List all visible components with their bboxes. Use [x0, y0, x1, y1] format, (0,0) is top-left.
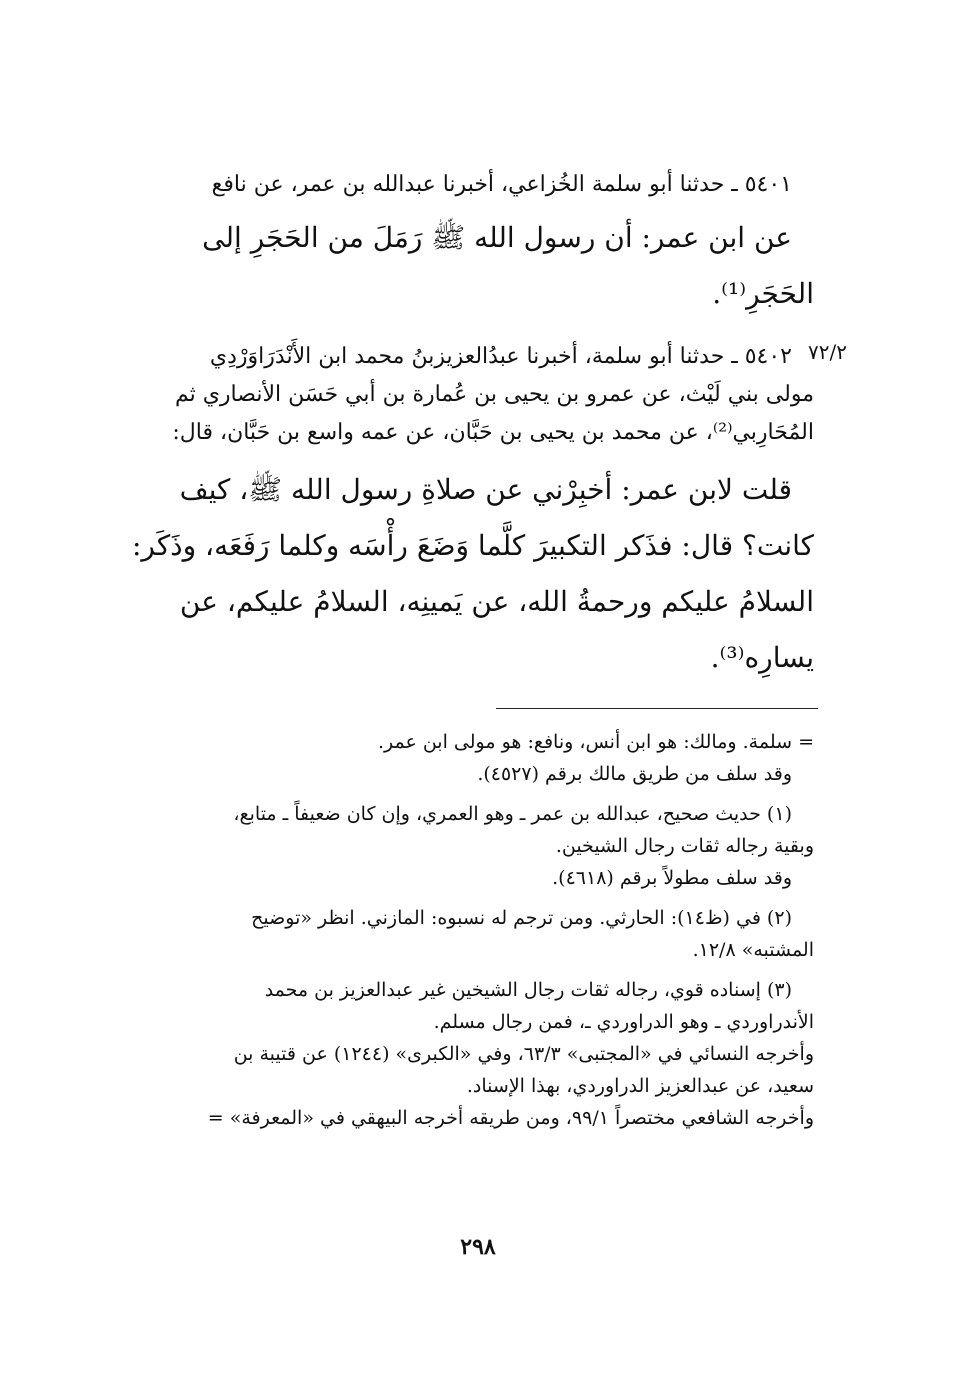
hadith-5401-matn-line: الحَجَرِ⁽¹⁾. — [712, 277, 814, 310]
page-number: ٢٩٨ — [460, 1234, 496, 1260]
hadith-5401-isnad: ٥٤٠١ ـ حدثنا أبو سلمة الخُزاعي، أخبرنا عبدالله بن عمر، عن نافع — [211, 172, 792, 197]
hadith-5402-isnad-line: المُحَارِبي⁽²⁾، عن محمد بن يحيى بن حَبَّان، عن عمه واسع بن حَبَّان، قال: — [172, 420, 814, 445]
hadith-5401 — [112, 166, 814, 322]
footnote-line: وقد سلف من طريق مالك برقم (٤٥٢٧). — [477, 763, 792, 785]
hadith-5402-isnad-line: ٥٤٠٢ ـ حدثنا أبو سلمة، أخبرنا عبدُالعزيزبنُ محمد ابن الأَنْدَرَاوَرْدِي — [209, 344, 792, 369]
footnote-line: الأندراوردي ـ وهو الدراوردي ـ، فمن رجال مسلم. — [433, 1011, 814, 1033]
footnote-line: (٣) إسناده قوي، رجاله ثقات رجال الشيخين غير عبدالعزيز بن محمد — [264, 979, 792, 1001]
footnote-3 — [112, 974, 814, 1134]
hadith-5402-matn-line: يسارِه⁽³⁾. — [710, 641, 814, 674]
hadith-5402-matn-line: قلت لابن عمر: أخبِرْني عن صلاةِ رسول الله ﷺ، كيف — [179, 473, 792, 506]
footnote-line: المشتبه» ١٢/٨. — [692, 939, 814, 961]
footnote-line: سعيد، عن عبدالعزيز الدراوردي، بهذا الإسناد. — [466, 1075, 814, 1097]
footnote-1 — [112, 798, 814, 894]
footnotes — [112, 726, 814, 1134]
footnote-continuation — [112, 726, 814, 790]
hadith-5402 — [112, 338, 814, 686]
footnote-line: وأخرجه النسائي في «المجتبى» ٦٣/٣، وفي «الكبرى» (١٢٤٤) عن قتيبة بن — [233, 1043, 814, 1065]
hadith-5402-matn-line: السلامُ عليكم ورحمةُ الله، عن يَمينِه، السلامُ عليكم، عن — [179, 585, 814, 618]
footnote-line: وأخرجه الشافعي مختصراً ٩٩/١، ومن طريقه أخرجه البيهقي في «المعرفة» = — [207, 1107, 814, 1129]
footnote-line: وقد سلف مطولاً برقم (٤٦١٨). — [552, 867, 792, 889]
hadith-5402-isnad-line: مولى بني لَيْث، عن عمرو بن يحيى بن عُمارة بن أبي حَسَن الأنصاري ثم — [174, 382, 814, 407]
footnote-separator — [496, 708, 818, 709]
footnote-line: وبقية رجاله ثقات رجال الشيخين. — [555, 835, 814, 857]
hadith-5402-matn-line: كانت؟ قال: فذَكر التكبيرَ كلَّما وَضَعَ رأْسَه وكلما رَفَعَه، وذَكَر: — [131, 529, 814, 562]
hadith-5401-matn-line: عن ابن عمر: أن رسول الله ﷺ رَمَلَ من الحَجَرِ إلى — [202, 221, 792, 254]
footnote-line: (٢) في (ظ١٤): الحارثي. ومن ترجم له نسبوه: المازني. انظر «توضيح — [251, 907, 792, 929]
margin-volume-reference: ٧٢/٢ — [808, 340, 847, 364]
footnote-2 — [112, 902, 814, 966]
footnote-line: = سلمة. ومالك: هو ابن أنس، ونافع: هو مولى ابن عمر. — [377, 731, 814, 753]
footnote-line: (١) حديث صحيح، عبدالله بن عمر ـ وهو العمري، وإن كان ضعيفاً ـ متابع، — [233, 803, 792, 825]
